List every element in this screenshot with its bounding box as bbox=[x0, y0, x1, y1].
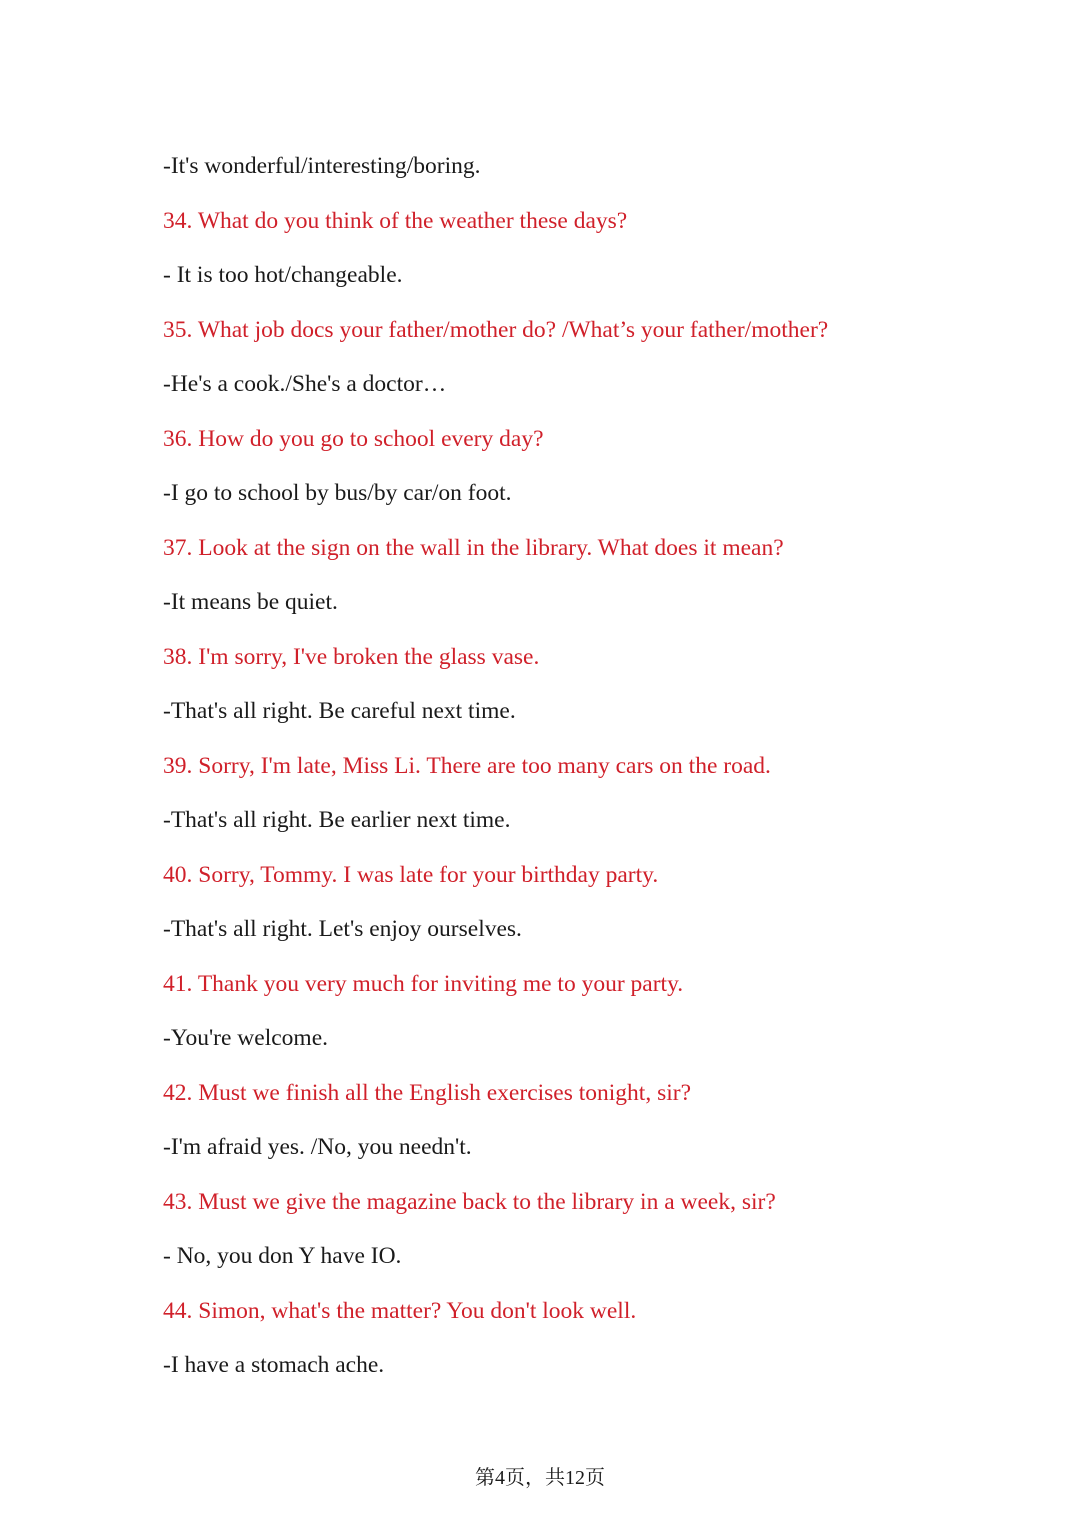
question-line: 37. Look at the sign on the wall in the library. What does it mean? bbox=[163, 534, 784, 561]
answer-line: -That's all right. Be earlier next time. bbox=[163, 807, 511, 833]
question-line: 39. Sorry, I'm late, Miss Li. There are too many cars on the road. bbox=[163, 752, 771, 779]
question-line: 40. Sorry, Tommy. I was late for your birthday party. bbox=[163, 861, 659, 888]
answer-line: -I have a stomach ache. bbox=[163, 1352, 385, 1378]
answer-line: -I go to school by bus/by car/on foot. bbox=[163, 480, 512, 506]
answer-line: -I'm afraid yes. /No, you needn't. bbox=[163, 1134, 472, 1160]
question-line: 35. What job docs your father/mother do? /What’s your father/mother? bbox=[163, 316, 829, 343]
answer-line: -It's wonderful/interesting/boring. bbox=[163, 153, 481, 179]
answer-line: -You're welcome. bbox=[163, 1025, 329, 1051]
question-line: 34. What do you think of the weather these days? bbox=[163, 207, 628, 234]
question-line: 36. How do you go to school every day? bbox=[163, 425, 544, 452]
answer-line: -That's all right. Be careful next time. bbox=[163, 698, 516, 724]
answer-line: - No, you don Y have IO. bbox=[163, 1243, 402, 1269]
page-footer: 第4页，共12页 bbox=[475, 1467, 605, 1489]
answer-line: -He's a cook./She's a doctor… bbox=[163, 371, 447, 397]
question-line: 41. Thank you very much for inviting me to your party. bbox=[163, 970, 684, 997]
question-line: 44. Simon, what's the matter? You don't look well. bbox=[163, 1297, 637, 1324]
answer-line: -That's all right. Let's enjoy ourselves. bbox=[163, 916, 522, 942]
question-line: 43. Must we give the magazine back to the library in a week, sir? bbox=[163, 1188, 776, 1215]
question-line: 38. I'm sorry, I've broken the glass vase. bbox=[163, 643, 540, 670]
answer-line: - It is too hot/changeable. bbox=[163, 262, 403, 288]
question-line: 42. Must we finish all the English exercises tonight, sir? bbox=[163, 1079, 692, 1106]
answer-line: -It means be quiet. bbox=[163, 589, 338, 615]
dialogue-list bbox=[163, 147, 1023, 1401]
